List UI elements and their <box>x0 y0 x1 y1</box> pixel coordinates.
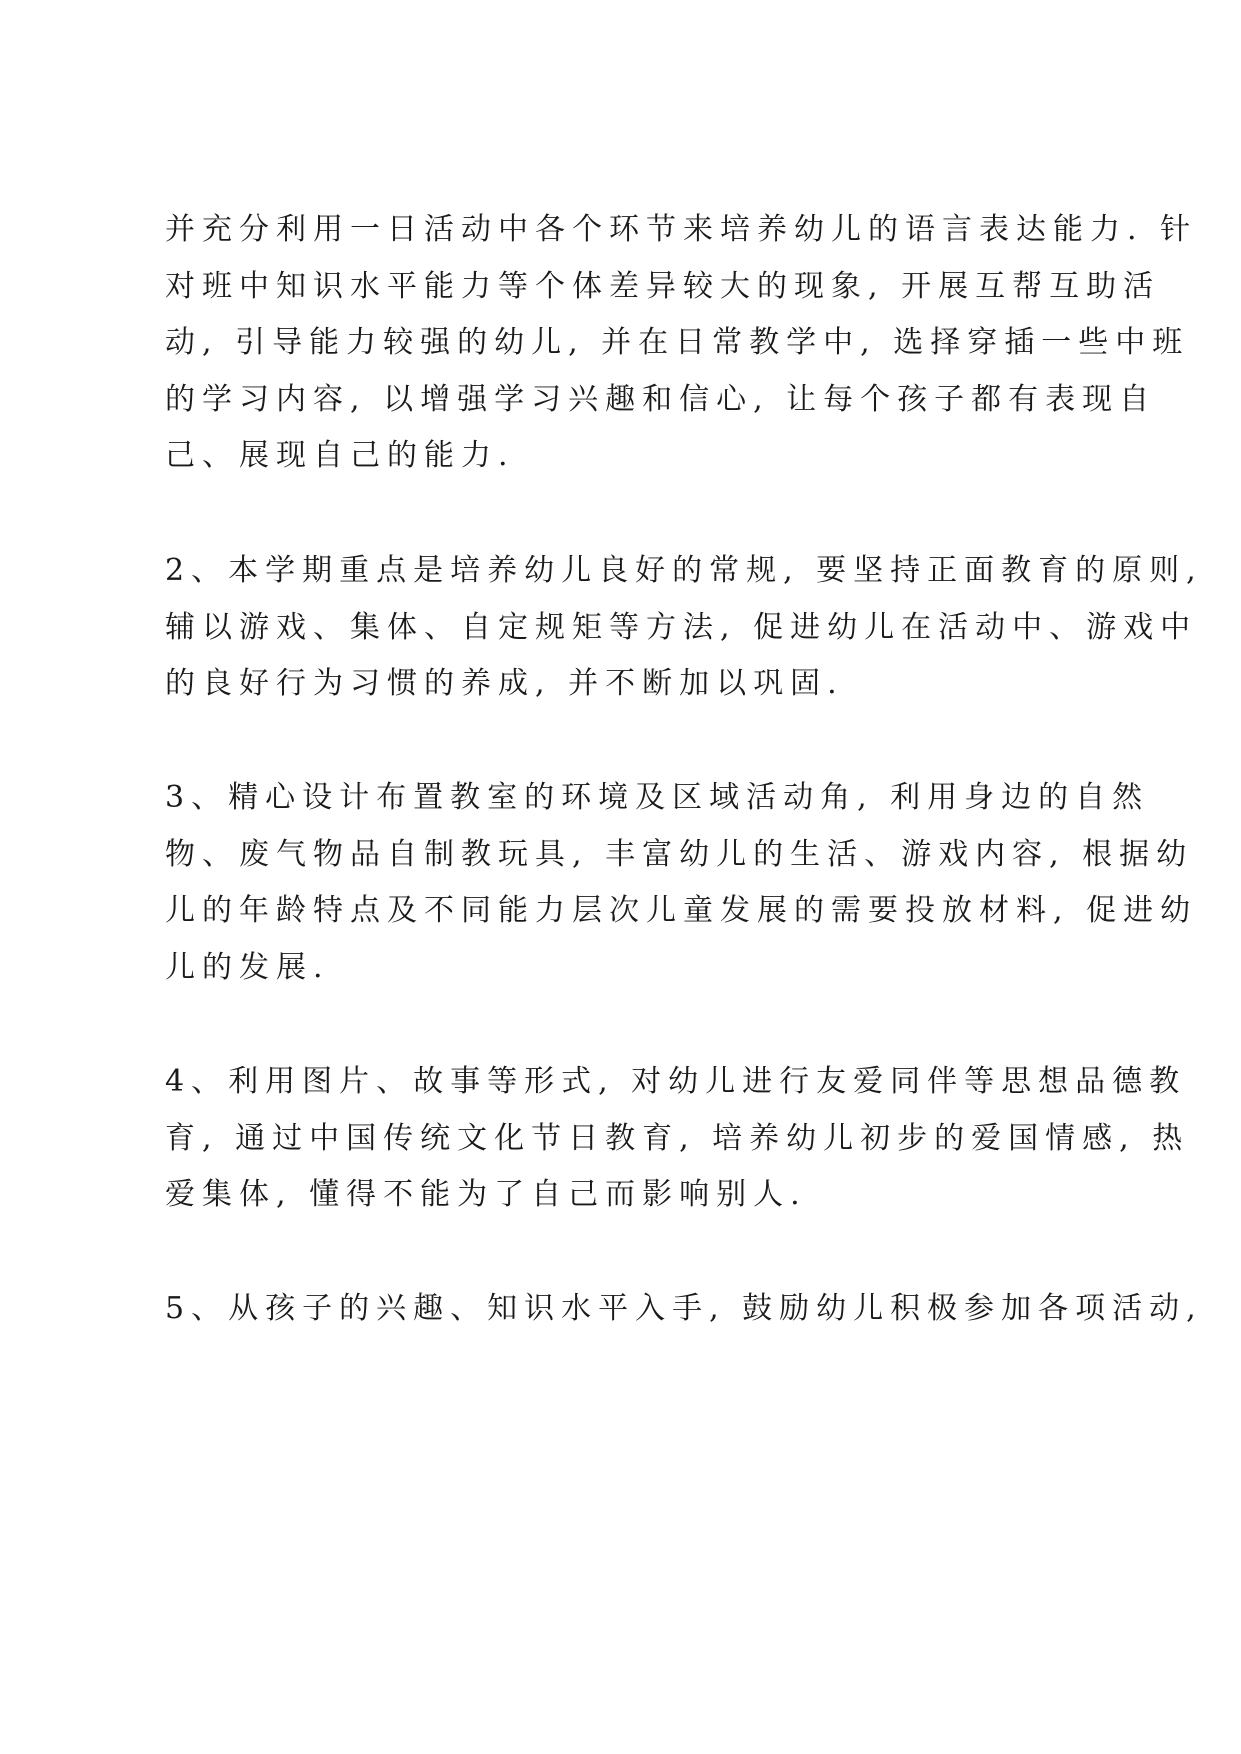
paragraph-2-line-2: 辅以游戏、集体、自定规矩等方法, 促进幼儿在活动中、游戏中 <box>165 610 1198 645</box>
paragraph-3-line-4: 儿的发展. <box>165 950 330 985</box>
paragraph-2-line-3: 的良好行为习惯的养成, 并不断加以巩固. <box>165 666 844 701</box>
paragraph-4-line-1: 4、利用图片、故事等形式, 对幼儿进行友爱同伴等思想品德教 <box>165 1064 1187 1099</box>
paragraph-3-line-1: 3、精心设计布置教室的环境及区域活动角, 利用身边的自然 <box>165 780 1150 815</box>
paragraph-4-line-2: 育, 通过中国传统文化节日教育, 培养幼儿初步的爱国情感, 热 <box>165 1121 1190 1156</box>
paragraph-1-line-3: 动, 引导能力较强的幼儿, 并在日常教学中, 选择穿插一些中班 <box>165 325 1190 360</box>
paragraph-4-line-3: 爱集体, 懂得不能为了自己而影响别人. <box>165 1177 807 1212</box>
paragraph-1-line-4: 的学习内容, 以增强学习兴趣和信心, 让每个孩子都有表现自 <box>165 382 1157 417</box>
paragraph-5-line-1: 5、从孩子的兴趣、知识水平入手, 鼓励幼儿积极参加各项活动, <box>165 1291 1203 1326</box>
paragraph-3-line-3: 儿的年龄特点及不同能力层次儿童发展的需要投放材料, 促进幼 <box>165 893 1198 928</box>
paragraph-1-line-2: 对班中知识水平能力等个体差异较大的现象, 开展互帮互助活 <box>165 269 1161 304</box>
paragraph-2-line-1: 2、本学期重点是培养幼儿良好的常规, 要坚持正面教育的原则, <box>165 553 1203 588</box>
paragraph-3-line-2: 物、废气物品自制教玩具, 丰富幼儿的生活、游戏内容, 根据幼 <box>165 837 1194 872</box>
paragraph-1-line-5: 己、展现自己的能力. <box>165 438 515 473</box>
paragraph-1-line-1: 并充分利用一日活动中各个环节来培养幼儿的语言表达能力. 针 <box>165 212 1198 247</box>
